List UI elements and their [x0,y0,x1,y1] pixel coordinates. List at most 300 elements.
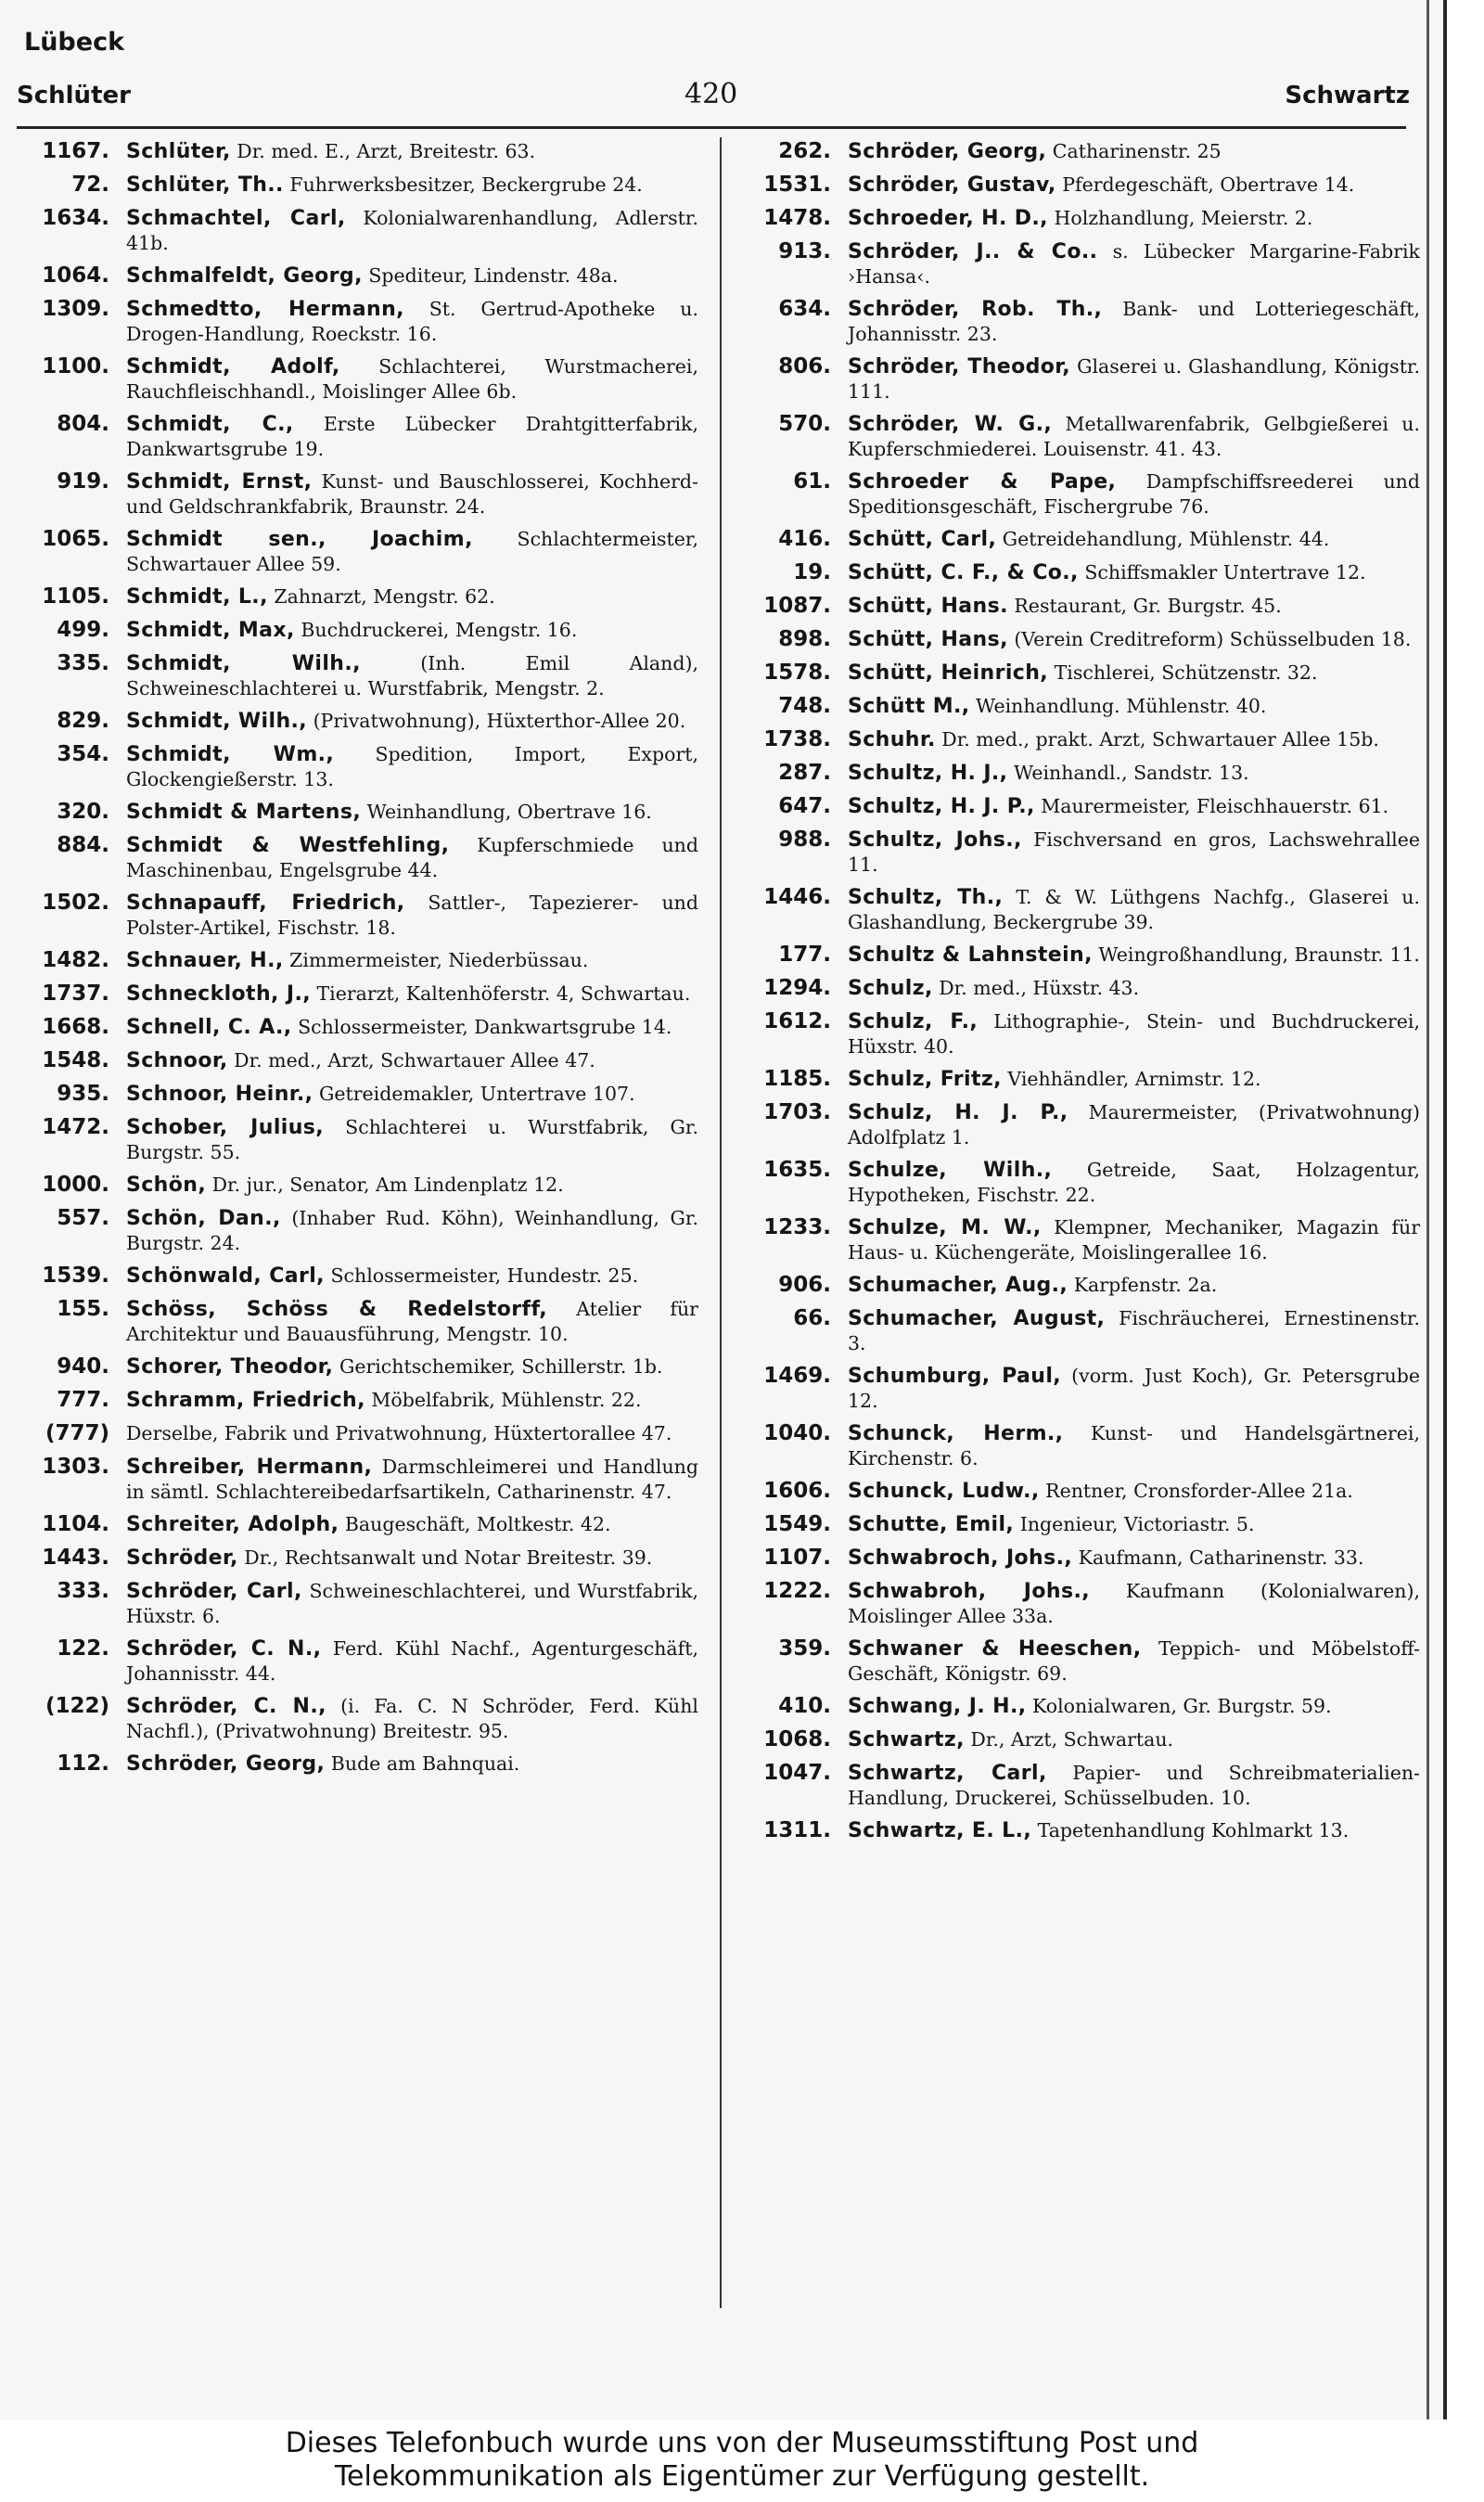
phone-number: 1064. [42,263,109,288]
directory-entry [17,800,698,825]
entry-text [126,527,698,576]
subscriber-name: Schmidt & Martens, [126,801,362,824]
entry-text [848,1009,1420,1059]
phone-number: 112. [57,1751,109,1776]
phone-number: 898. [778,627,831,651]
directory-entry [17,1455,698,1504]
directory-entry [17,1751,698,1777]
subscriber-name: Schorer, Theodor, [126,1355,334,1379]
phone-number: 1549. [763,1512,831,1536]
subscriber-name: Schröder, J.. & Co.. [848,240,1098,263]
subscriber-name: Schröder, Georg, [126,1752,326,1776]
spacer [294,413,324,435]
directory-entry [17,1579,698,1628]
entry-details: Schweineschlachterei, und Wurstfabrik, Hüxstr. 6. [126,1580,698,1627]
entry-text [848,594,1420,619]
entry-details: Karpfenstr. 2a. [1073,1274,1218,1296]
entry-details: Teppich- und Möbelstoff-Geschäft, Königstr. 69. [848,1637,1420,1685]
subscriber-name: Schütt, C. F., & Co., [848,561,1079,584]
subscriber-name: Schumburg, Paul, [848,1365,1062,1388]
subscriber-name: Schmidt, Wilh., [126,710,308,733]
entry-text [126,354,698,404]
entry-text [848,661,1420,686]
subscriber-name: Schmidt, Wilh., [126,652,361,675]
directory-entry [17,1694,698,1743]
entry-text [126,1297,698,1346]
phone-number: 155. [57,1297,109,1321]
subscriber-name: Schöss, Schöss & Redelstorff, [126,1298,547,1321]
directory-entry [17,412,698,461]
entry-details: Dampfschiffsreederei und Speditionsgeschäft, Fischergrube 76. [848,470,1420,518]
directory-entry [738,761,1420,786]
subscriber-name: Schmidt, Adolf, [126,355,340,379]
directory-entry [738,1158,1420,1207]
phone-number: 829. [57,709,109,733]
entry-text [848,173,1420,198]
directory-entry [17,1082,698,1107]
entry-details: Kunst- und Bauschlosserei, Kochherd- und Geldschrankfabrik, Braunstr. 24. [126,470,698,518]
subscriber-name: Schnapauff, Friedrich, [126,892,405,915]
subscriber-name: Schmidt, Wm., [126,743,335,766]
subscriber-name: Schulze, Wilh., [848,1159,1053,1182]
entry-details: Schlossermeister, Dankwartsgrube 14. [298,1016,672,1038]
entry-details: Buchdruckerei, Mengstr. 16. [301,619,578,641]
spacer [404,298,429,320]
subscriber-name: Schwang, J. H., [848,1695,1027,1718]
subscriber-name: Schutte, Emil, [848,1513,1015,1536]
footer-notice [0,2419,1484,2502]
entry-text [848,1100,1420,1149]
entry-details: Spedition, Import, Export, Glockengießerstr. 13. [126,743,698,790]
entry-text [848,1727,1420,1752]
phone-number: 1047. [763,1761,831,1785]
subscriber-name: Schröder, Theodor, [848,355,1071,379]
entry-details: (Inh. Emil Aland), Schweineschlachterei u. Wurstfabrik, Mengstr. 2. [126,652,698,699]
subscriber-name: Schulz, [848,977,933,1000]
spacer [340,355,379,378]
entry-text [848,469,1420,519]
directory-entry [17,584,698,609]
subscriber-name: Schnauer, H., [126,949,284,972]
phone-number: 1065. [42,527,109,551]
entry-details: Papier- und Schreibmaterialien-Handlung, Druckerei, Schüsselbuden. 10. [848,1762,1420,1809]
entry-text [848,976,1420,1001]
spacer [978,1010,993,1033]
spacer [1003,886,1016,908]
page-edge-line [1426,0,1429,2419]
directory-entry [17,709,698,734]
subscriber-name: Schwartz, E. L., [848,1819,1032,1842]
entry-details: Holzhandlung, Meierstr. 2. [1054,207,1313,229]
subscriber-name: Schroeder, H. D., [848,207,1048,230]
spacer [1042,1216,1055,1238]
phone-number: 1738. [763,727,831,751]
entry-details: Pferdegeschäft, Obertrave 14. [1062,173,1355,196]
subscriber-name: Schumacher, Aug., [848,1274,1068,1297]
phone-number: 333. [57,1579,109,1603]
entry-text [126,1264,698,1289]
entry-details: (Privatwohnung), Hüxterthor-Allee 20. [313,710,686,732]
subscriber-name: Schütt, Hans. [848,595,1008,618]
spacer [1090,1580,1126,1602]
column-divider [720,137,722,2308]
entry-text [848,1761,1420,1810]
phone-number: 287. [778,761,831,785]
phone-number: 777. [57,1388,109,1412]
entry-text [848,139,1420,164]
entry-details: Gerichtschemiker, Schillerstr. 1b. [339,1355,663,1378]
entry-text [848,1512,1420,1537]
entry-details: Schiffsmakler Untertrave 12. [1084,561,1366,584]
entry-details: Weinhandlung, Obertrave 16. [366,801,652,823]
directory-entry [738,412,1420,461]
phone-number: 1233. [763,1215,831,1239]
entry-details: Getreidemakler, Untertrave 107. [318,1083,635,1105]
phone-number: 72. [71,173,109,197]
entry-text [126,1173,698,1198]
subscriber-name: Schröder, W. G., [848,413,1053,436]
spacer [1068,1101,1089,1123]
phone-number: 1737. [42,982,109,1006]
directory-entry [17,1354,698,1379]
spacer [1052,1159,1087,1181]
directory-entry [17,354,698,404]
phone-number: 61. [793,469,831,494]
entry-text [848,1694,1420,1719]
entry-text [126,1048,698,1073]
entry-text [126,297,698,346]
entry-text [848,206,1420,231]
spacer [473,528,518,550]
phone-number: 1578. [763,661,831,685]
spacer [324,1116,345,1138]
subscriber-name: Schröder, Carl, [126,1580,302,1603]
phone-number: 988. [778,828,831,852]
phone-number: 913. [778,239,831,263]
entry-text [126,139,698,164]
phone-number: 410. [778,1694,831,1718]
subscriber-name: Schneckloth, J., [126,982,311,1006]
entry-text [126,651,698,700]
entry-details: Ingenieur, Victoriastr. 5. [1019,1513,1255,1535]
entry-details: Maurermeister, (Privatwohnung) Adolfplatz 1. [848,1101,1420,1148]
spacer [449,834,477,856]
subscriber-name: Schumacher, August, [848,1307,1106,1330]
directory-entry [17,618,698,643]
directory-entry [17,982,698,1007]
directory-entry [17,1512,698,1537]
subscriber-name: Schmidt, Max, [126,619,295,642]
directory-entry [738,1761,1420,1810]
entry-text [126,742,698,791]
phone-number: 1548. [42,1048,109,1072]
entry-text [848,1273,1420,1298]
directory-entry [738,1100,1420,1149]
entry-text [126,1015,698,1040]
directory-entry [738,727,1420,752]
subscriber-name: Schultz, Th., [848,886,1004,909]
subscriber-name: Schnell, C. A., [126,1016,292,1039]
spacer [1061,1365,1071,1387]
entry-text [848,239,1420,289]
phone-number: 748. [778,694,831,718]
subscriber-name: Schröder, Rob. Th., [848,298,1103,321]
subscriber-name: Schwaner & Heeschen, [848,1637,1142,1661]
phone-number: 1104. [42,1512,109,1536]
phone-number: 1482. [42,948,109,972]
entry-details: s. Lübecker Margarine-Fabrik ›Hansa‹. [848,240,1420,288]
subscriber-name: Schulz, F., [848,1010,979,1033]
phone-number: 940. [57,1354,109,1379]
entry-text [126,1354,698,1379]
directory-entry [738,1512,1420,1537]
entry-details: Möbelfabrik, Mühlenstr. 22. [371,1389,642,1411]
entry-details: Darmschleimerei und Handlung in sämtl. Schlachtereibedarfsartikeln, Catharinenstr. 47. [126,1456,698,1503]
entry-details: Kunst- und Handelsgärtnerei, Kirchenstr. 6. [848,1422,1420,1469]
subscriber-name: Schön, [126,1174,207,1197]
entry-details: Metallwarenfabrik, Gelbgießerei u. Kupferschmiederei. Louisenstr. 41. 43. [848,413,1420,460]
entry-details: Rentner, Cronsforder-Allee 21a. [1045,1480,1353,1502]
entry-details: Bank- und Lotteriegeschäft, Johannisstr. 23. [848,298,1420,345]
directory-entry [738,828,1420,877]
spacer [547,1298,576,1320]
phone-number: 1469. [763,1364,831,1388]
entry-text [848,828,1420,877]
phone-number: 1539. [42,1264,109,1288]
subscriber-name: Schwabroh, Johs., [848,1580,1090,1603]
phone-number: 122. [57,1636,109,1661]
entry-text [126,584,698,609]
subscriber-name: Schroeder & Pape, [848,470,1117,494]
entry-details: Getreide, Saat, Holzagentur, Hypotheken, Fischstr. 22. [848,1159,1421,1206]
subscriber-name: Schmachtel, Carl, [126,207,346,230]
running-header [17,78,1410,119]
directory-entry [17,1421,698,1446]
phone-number: 262. [778,139,831,163]
entry-text [848,727,1420,752]
entry-text [848,627,1420,652]
spacer [1097,240,1112,263]
page-binding-edge [1443,0,1447,2419]
subscriber-name: Schreiber, Hermann, [126,1456,373,1479]
directory-entry [738,594,1420,619]
directory-entry [17,1115,698,1164]
entry-details: Restaurant, Gr. Burgstr. 45. [1014,595,1282,617]
entry-details: Fischräucherei, Ernestinenstr. 3. [848,1307,1420,1354]
directory-entry [738,560,1420,585]
entry-details: Fischversand en gros, Lachswehrallee 11. [848,828,1420,876]
entry-text [848,1067,1420,1092]
entry-text [848,694,1420,719]
directory-entry [17,742,698,791]
subscriber-name: Schmidt, Ernst, [126,470,313,494]
directory-entry [738,1727,1420,1752]
entry-details: (vorm. Just Koch), Gr. Petersgrube 12. [848,1365,1420,1412]
directory-entry [17,833,698,882]
phone-number: 1068. [763,1727,831,1751]
entry-details: Kaufmann, Catharinenstr. 33. [1078,1546,1364,1569]
spacer [281,1207,292,1229]
directory-entry [17,469,698,519]
entry-details: Dr. med., Hüxstr. 43. [939,977,1140,999]
directory-entry [17,891,698,940]
phone-number: 320. [57,800,109,824]
subscriber-name: Schulze, M. W., [848,1216,1042,1239]
subscriber-name: Schütt M., [848,695,970,718]
directory-entry [738,885,1420,934]
right-column [738,139,1420,1852]
spacer [321,1637,332,1660]
spacer [312,470,321,493]
entry-details: Kolonialwarenhandlung, Adlerstr. 41b. [126,207,698,254]
phone-number: 1294. [763,976,831,1000]
directory-entry [738,1818,1420,1843]
phone-number: 935. [57,1082,109,1106]
entry-text [848,297,1420,346]
left-column [17,139,698,1785]
phone-number: 1635. [763,1158,831,1182]
entry-text [126,1421,698,1446]
phone-number: 906. [778,1273,831,1297]
entry-details: Getreidehandlung, Mühlenstr. 44. [1002,528,1330,550]
directory-entry [17,948,698,973]
entry-details: Dr. med., Arzt, Schwartauer Allee 47. [234,1049,595,1071]
entry-details: Viehhändler, Arnimstr. 12. [1007,1068,1261,1090]
entry-text [848,1215,1420,1264]
entry-details: Baugeschäft, Moltkestr. 42. [344,1513,611,1535]
phone-number: 1443. [42,1546,109,1570]
phone-number: 884. [57,833,109,857]
phone-number: 557. [57,1206,109,1230]
subscriber-name: Schön, Dan., [126,1207,281,1230]
entry-text [126,833,698,882]
subscriber-name: Schnoor, [126,1049,228,1072]
entry-details: Schlossermeister, Hundestr. 25. [330,1264,639,1287]
subscriber-name: Schmidt, C., [126,413,294,436]
phone-number: 1105. [42,584,109,609]
phone-number: 1000. [42,1173,109,1197]
subscriber-name: Schultz, H. J. P., [848,795,1035,818]
subscriber-name: Schwartz, [848,1728,965,1751]
directory-entry [738,661,1420,686]
entry-text [848,1818,1420,1843]
directory-entry [738,1479,1420,1504]
entry-text [848,943,1420,968]
directory-entry [17,139,698,164]
phone-number: 499. [57,618,109,642]
footer-line-1: Dieses Telefonbuch wurde uns von der Museumsstiftung Post und [285,2427,1199,2459]
spacer [1102,298,1122,320]
entry-text [126,1694,698,1743]
entry-text [848,1546,1420,1571]
directory-entry [17,1173,698,1198]
entry-details: Lithographie-, Stein- und Buchdruckerei, Hüxstr. 40. [848,1010,1420,1058]
entry-details: (i. Fa. C. N Schröder, Ferd. Kühl Nachfl.), (Privatwohnung) Breitestr. 95. [126,1695,698,1742]
entry-details: Erste Lübecker Drahtgitterfabrik, Dankwartsgrube 19. [126,413,698,460]
spacer [1116,470,1145,493]
entry-text [126,1546,698,1571]
directory-entry [738,1215,1420,1264]
entry-text [848,1479,1420,1504]
entry-details: Sattler-, Tapezierer- und Polster-Artikel, Fischstr. 18. [126,892,698,939]
entry-text [126,891,698,940]
entry-details: Dr. jur., Senator, Am Lindenplatz 12. [211,1174,564,1196]
directory-entry [17,651,698,700]
directory-entry [738,239,1420,289]
subscriber-name: Schwartz, Carl, [848,1762,1047,1785]
entry-details: Schlachterei u. Wurstfabrik, Gr. Burgstr. 55. [126,1116,698,1163]
directory-entry [738,1364,1420,1413]
phone-number: 1446. [763,885,831,909]
subscriber-name: Schramm, Friedrich, [126,1389,365,1412]
directory-entry [738,297,1420,346]
entry-details: Spediteur, Lindenstr. 48a. [368,264,619,287]
directory-entry [17,1636,698,1686]
subscriber-name: Schulz, Fritz, [848,1068,1002,1091]
spacer [1105,1307,1119,1329]
entry-text [126,1115,698,1164]
phone-number: 359. [778,1636,831,1661]
spacer [372,1456,381,1478]
entry-text [848,560,1420,585]
subscriber-name: Schröder, C. N., [126,1637,322,1661]
subscriber-name: Schultz & Lahnstein, [848,943,1093,967]
entry-details: Maurermeister, Fleischhauerstr. 61. [1041,795,1389,817]
subscriber-name: Schober, Julius, [126,1116,325,1139]
entry-details: Bude am Bahnquai. [330,1752,520,1775]
entry-text [126,1636,698,1686]
phone-number: 1107. [763,1546,831,1570]
phone-number: 1303. [42,1455,109,1479]
subscriber-name: Schmidt & Westfehling, [126,834,450,857]
subscriber-name: Schröder, C. N., [126,1695,326,1718]
directory-entry [17,1388,698,1413]
entry-details: Ferd. Kühl Nachf., Agenturgeschäft, Johannisstr. 44. [126,1637,698,1685]
entry-details: Fuhrwerksbesitzer, Beckergrube 24. [289,173,643,196]
directory-entry [738,794,1420,819]
directory-entry [738,943,1420,968]
subscriber-name: Schütt, Carl, [848,528,997,551]
spacer [1142,1637,1158,1660]
directory-entry [17,527,698,576]
entry-details: T. & W. Lüthgens Nachfg., Glaserei u. Glashandlung, Beckergrube 39. [848,886,1420,933]
phone-number: 647. [778,794,831,818]
phone-number: 335. [57,651,109,675]
entry-details: St. Gertrud-Apotheke u. Drogen-Handlung, Roeckstr. 16. [126,298,698,345]
phone-number: 1668. [42,1015,109,1039]
spacer [1063,1422,1091,1444]
phone-number: 66. [793,1306,831,1330]
directory-entry [17,263,698,289]
phone-number: (122) [45,1694,109,1718]
header-city: Lübeck [24,28,125,57]
spacer [1047,1762,1073,1784]
phone-number: 1531. [763,173,831,197]
subscriber-name: Schultz, H. J., [848,762,1008,785]
spacer [346,207,364,229]
entry-details: Tierarzt, Kaltenhöferstr. 4, Schwartau. [316,982,691,1005]
entry-text [126,1206,698,1255]
directory-entry [738,1421,1420,1470]
phone-number: 1311. [763,1818,831,1842]
directory-entry [17,1546,698,1571]
entry-text [126,1512,698,1537]
entry-details: Dr., Arzt, Schwartau. [970,1728,1174,1751]
entry-details: Zahnarzt, Mengstr. 62. [274,585,495,608]
directory-entry [738,1009,1420,1059]
entry-text [848,1306,1420,1355]
entry-text [848,885,1420,934]
